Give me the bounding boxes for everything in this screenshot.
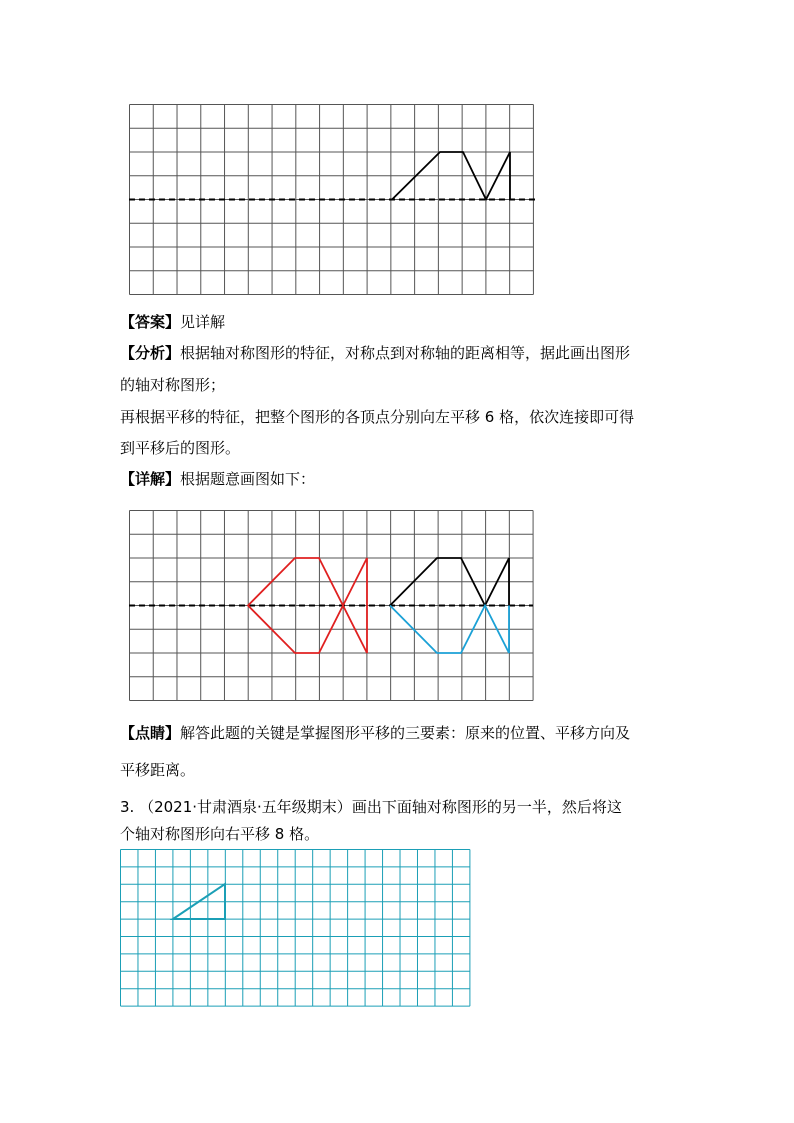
- detail-line: [120, 467, 315, 491]
- question-3-grid: [120, 849, 472, 1008]
- question-3-line-2: [120, 822, 319, 846]
- analysis-text-2: 的轴对称图形；: [120, 376, 226, 394]
- question-3-text-2: 个轴对称图形向右平移 8 格。: [120, 825, 320, 843]
- answer-line: [120, 310, 225, 334]
- analysis-tag: 【分析】: [120, 344, 181, 362]
- answer-tag: 【答案】: [120, 313, 181, 331]
- question-3-text-1: 画出下面轴对称图形的另一半，然后将这: [351, 798, 622, 816]
- comment-line-2: [120, 758, 195, 782]
- question-3-number: 3.: [120, 798, 135, 816]
- comment-line-1: [120, 721, 630, 745]
- solution-figure-grid: [129, 510, 535, 702]
- analysis-line-1: [120, 341, 630, 365]
- question-figure-grid: [129, 104, 537, 296]
- analysis-text-1: 根据轴对称图形的特征，对称点到对称轴的距离相等，据此画出图形: [180, 344, 631, 362]
- answer-text: 见详解: [180, 313, 226, 331]
- analysis-line-4: [120, 436, 240, 460]
- comment-text-1: 解答此题的关键是掌握图形平移的三要素：原来的位置、平移方向及: [180, 724, 631, 742]
- question-3-source: （2021·甘肃酒泉·五年级期末）: [139, 798, 352, 816]
- analysis-text-3: 再根据平移的特征，把整个图形的各顶点分别向左平移 6 格，依次连接即可得: [120, 408, 635, 426]
- question-3-line-1: [120, 795, 622, 819]
- analysis-line-3: [120, 405, 634, 429]
- detail-tag: 【详解】: [120, 470, 181, 488]
- comment-text-2: 平移距离。: [120, 761, 196, 779]
- analysis-line-2: [120, 373, 225, 397]
- grid-lines: [121, 850, 470, 1007]
- analysis-text-4: 到平移后的图形。: [120, 439, 241, 457]
- detail-text: 根据题意画图如下：: [180, 470, 316, 488]
- comment-tag: 【点睛】: [120, 724, 181, 742]
